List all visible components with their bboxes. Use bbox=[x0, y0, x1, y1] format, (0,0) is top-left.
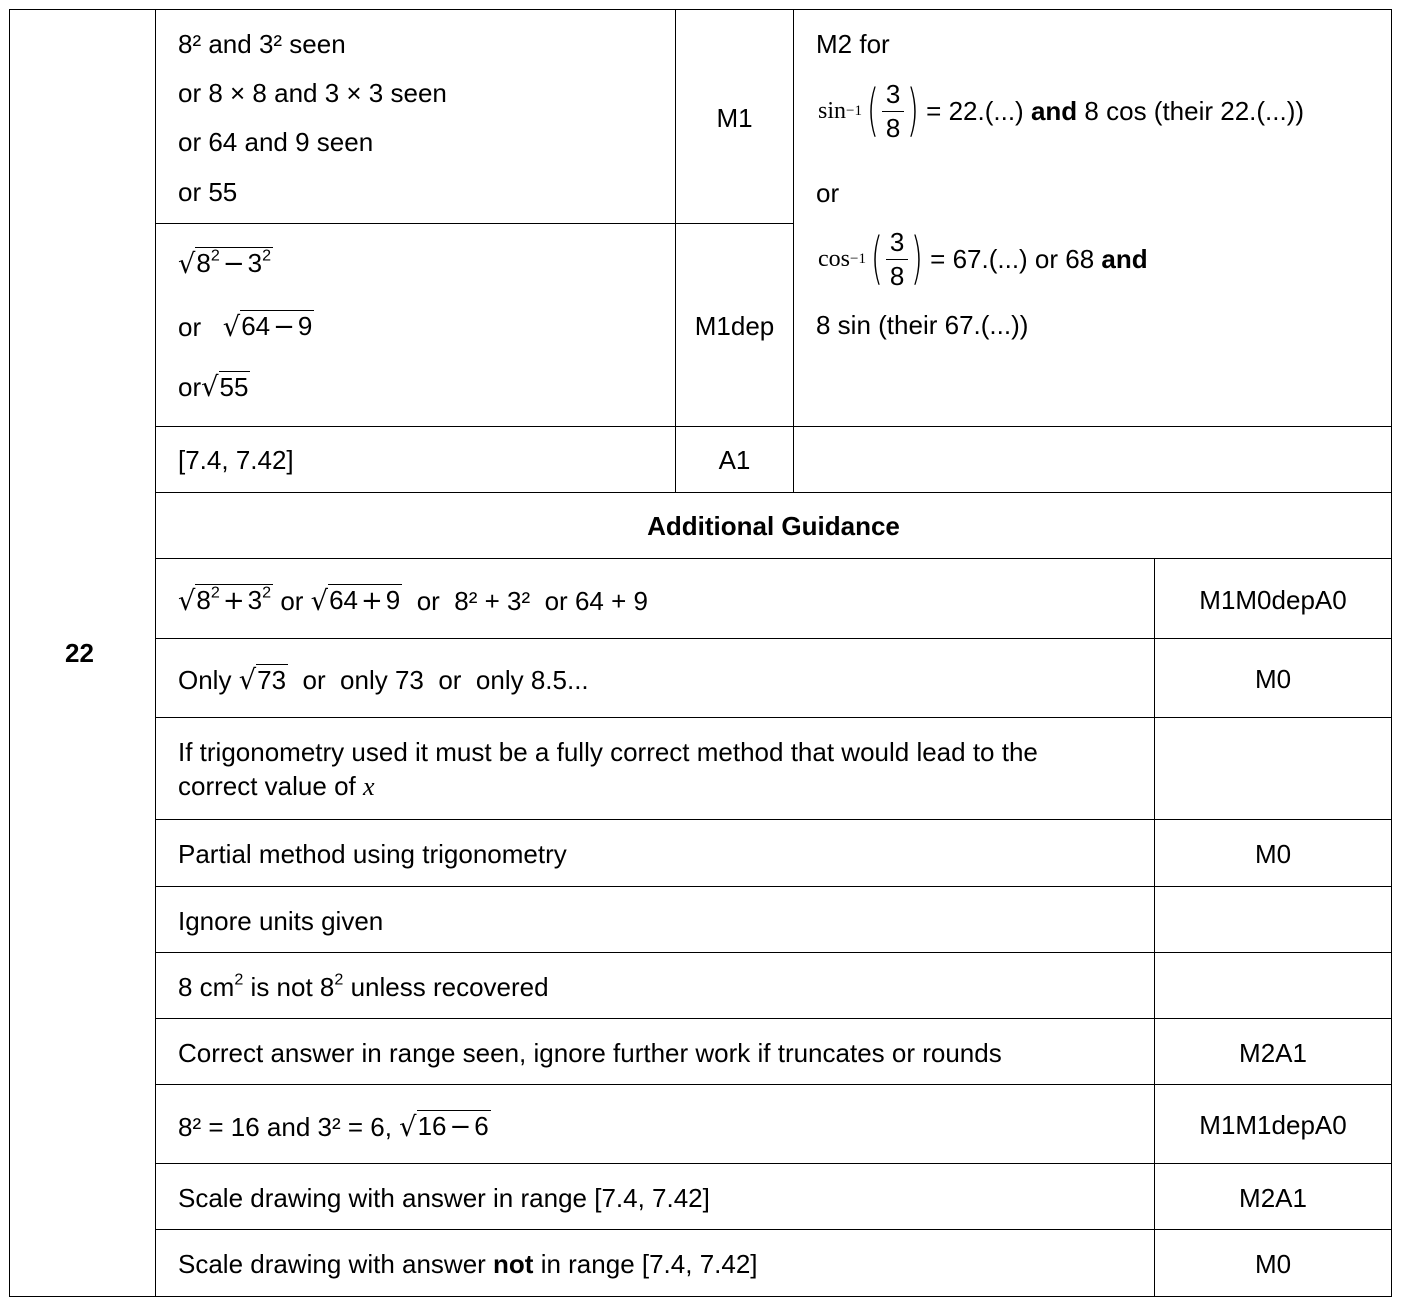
m1dep-line-2: or √ 64 − 9 bbox=[178, 311, 313, 343]
sqrt-expression: √ $8^2 - 3^2$ bbox=[178, 246, 272, 280]
guidance-row-8-mark: M1M1depA0 bbox=[1199, 1110, 1347, 1140]
cos-inverse-line: cos −1 ( $\frac{3}{8}$ ) = 67.(...) or 68 and bbox=[818, 226, 1148, 292]
guidance-row-4-mark: M0 bbox=[1254, 839, 1292, 869]
fraction: ( $\frac{3}{8}$ ) bbox=[870, 226, 924, 292]
m1-line-2: or 8 × 8 and 3 × 3 seen bbox=[178, 78, 447, 108]
sqrt-expression: √ $8^2 + 3^2$ bbox=[178, 583, 272, 617]
guidance-row-7: Correct answer in range seen, ignore further work if truncates or rounds bbox=[178, 1038, 1002, 1068]
a1-answer: [7.4, 7.42] bbox=[178, 445, 294, 475]
guidance-row-9-mark: M2A1 bbox=[1239, 1183, 1307, 1213]
sqrt-icon: √ bbox=[178, 586, 196, 617]
sqrt-expression: √ 64 + 9 bbox=[310, 585, 401, 617]
guidance-row-2: Only √ 73 or only 73 or only 8.5... bbox=[178, 665, 589, 696]
guidance-row-5: Ignore units given bbox=[178, 906, 384, 936]
cos-tail: 8 sin (their 67.(...)) bbox=[816, 310, 1029, 340]
guidance-row-6: 8 $cm^2$ is not $8^2$ unless recovered bbox=[178, 970, 549, 1002]
guidance-row-1-mark: M1M0depA0 bbox=[1199, 585, 1347, 615]
sqrt-icon: √ bbox=[201, 372, 219, 403]
sqrt-expression: √ 73 bbox=[238, 665, 287, 696]
sin-inverse-line: sin −1 ( $\frac{3}{8}$ ) = 22.(...) and 8 cos (their 22.(...)) bbox=[818, 78, 1305, 144]
m1dep-line-1 bbox=[178, 247, 273, 278]
sqrt-icon: √ bbox=[310, 586, 329, 617]
fraction: ( $\frac{3}{8}$ ) bbox=[866, 78, 920, 144]
m2-for-label: M2 for bbox=[816, 29, 890, 59]
guidance-row-10: Scale drawing with answer not in range [7.4, 7.42] bbox=[178, 1249, 758, 1279]
guidance-row-8: 8² = 16 and 3² = 6, √ 16 − 6 bbox=[178, 1111, 489, 1143]
guidance-row-4: Partial method using trigonometry bbox=[178, 839, 567, 869]
guidance-row-9: Scale drawing with answer in range [7.4, 7.42] bbox=[178, 1183, 710, 1213]
m1dep-line-3: or √ 55 bbox=[178, 372, 249, 403]
sqrt-expression: √ 55 bbox=[201, 372, 249, 403]
guidance-row-2-mark: M0 bbox=[1254, 664, 1292, 694]
sqrt-expression: √ 16 − 6 bbox=[399, 1111, 489, 1143]
m1-line-1: 8² and 3² seen bbox=[178, 29, 346, 59]
comments-or: or bbox=[816, 178, 840, 208]
sqrt-icon: √ bbox=[399, 1112, 417, 1143]
guidance-row-3-line-1: If trigonometry used it must be a fully correct method that would lead to the bbox=[178, 737, 1038, 767]
guidance-row-7-mark: M2A1 bbox=[1239, 1038, 1307, 1068]
sqrt-icon: √ bbox=[238, 665, 257, 696]
sqrt-icon: √ bbox=[178, 249, 196, 280]
m1-mark: M1 bbox=[716, 103, 753, 133]
m1-line-4: or 55 bbox=[178, 177, 238, 207]
guidance-heading: Additional Guidance bbox=[647, 511, 900, 541]
sqrt-expression: √ 64 − 9 bbox=[222, 311, 313, 343]
m1dep-mark: M1dep bbox=[694, 311, 775, 341]
question-number: 22 bbox=[65, 638, 94, 668]
guidance-row-1: √ $8^2 + 3^2$ or √ 64 + 9 or 8² + 3² or 64 + 9 bbox=[178, 583, 648, 617]
guidance-row-3-line-2: correct value of x bbox=[178, 771, 375, 801]
m1-line-3: or 64 and 9 seen bbox=[178, 127, 374, 157]
guidance-row-10-mark: M0 bbox=[1254, 1249, 1292, 1279]
a1-mark: A1 bbox=[718, 445, 751, 475]
sqrt-icon: √ bbox=[222, 312, 241, 343]
